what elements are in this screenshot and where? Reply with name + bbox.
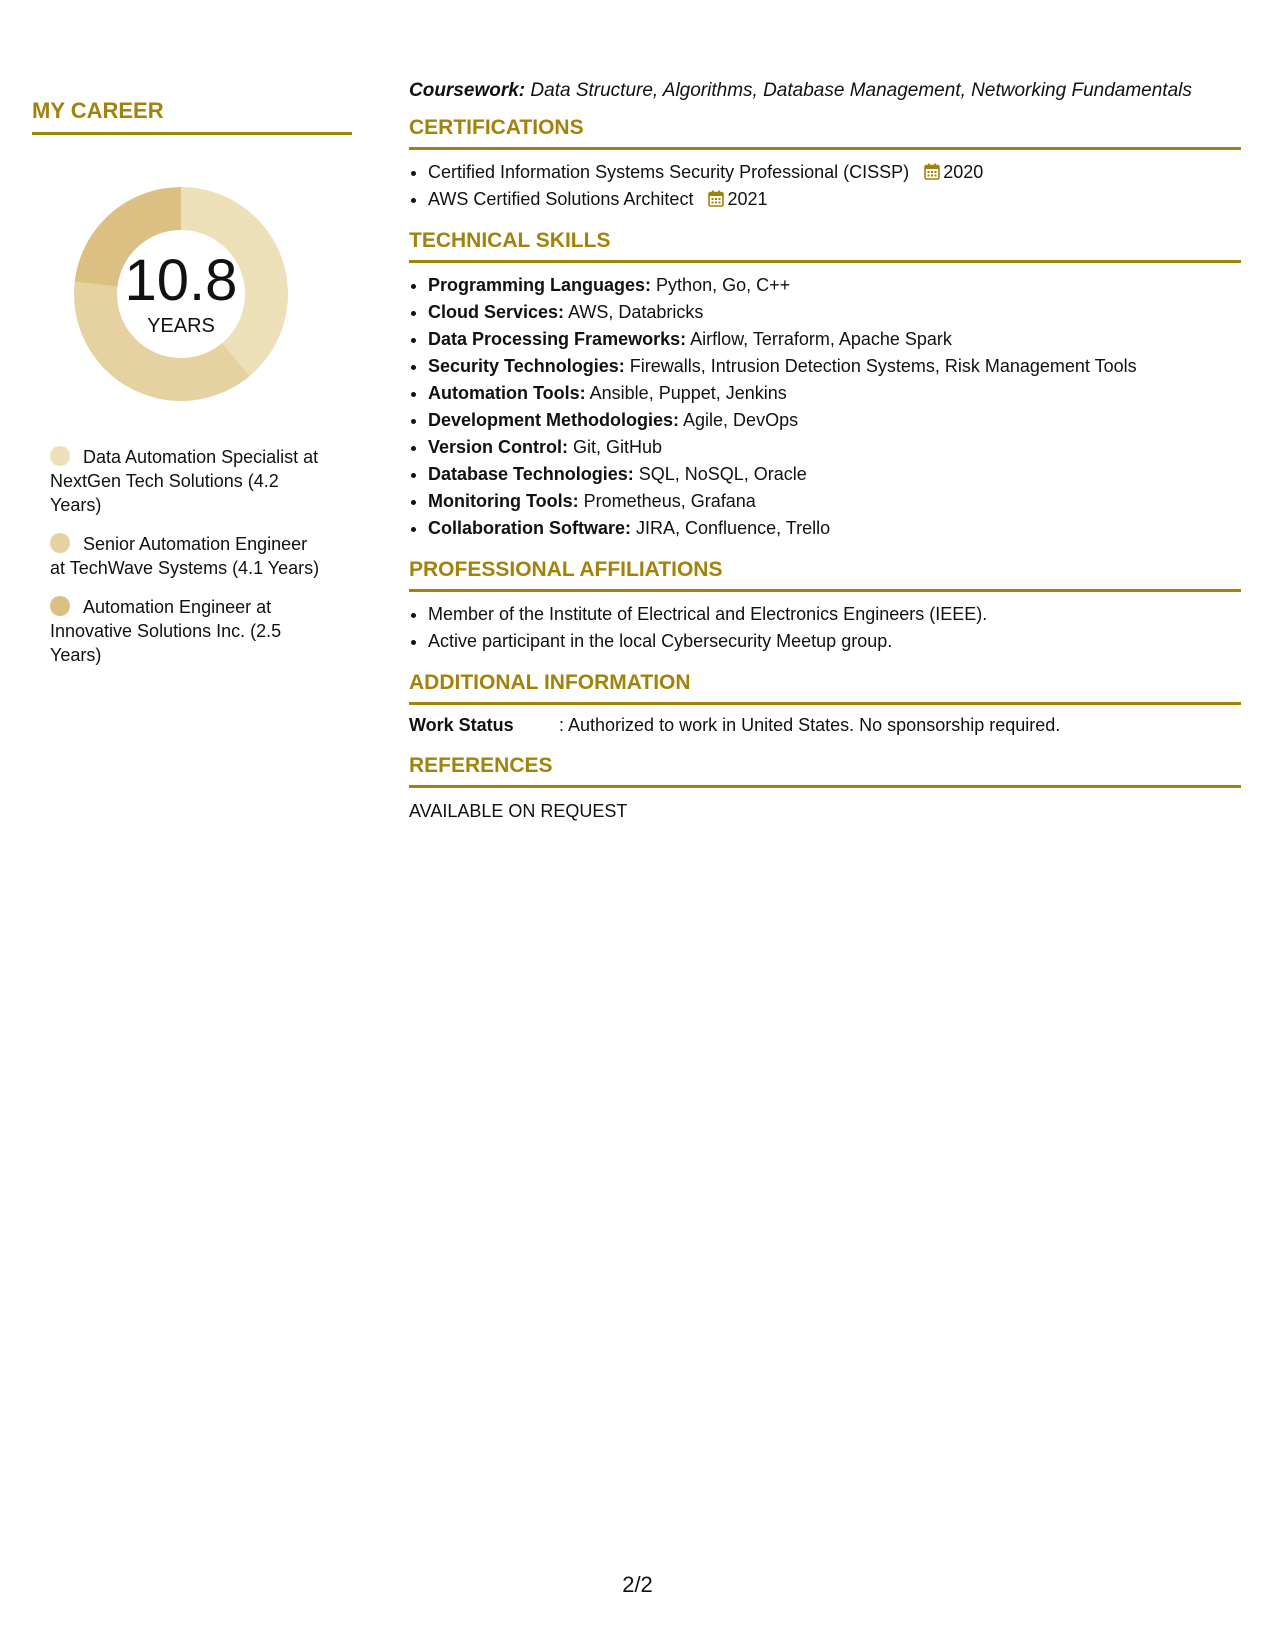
skill-item	[428, 488, 1241, 515]
total-years-unit: YEARS	[147, 315, 215, 337]
certification-year: 2021	[727, 189, 768, 209]
affiliations-title: PROFESSIONAL AFFILIATIONS	[409, 556, 1241, 592]
skill-item	[428, 272, 1241, 299]
calendar-icon	[924, 163, 940, 180]
certification-name: AWS Certified Solutions Architect	[428, 189, 694, 209]
legend-dot-icon	[50, 596, 70, 616]
certifications-list	[409, 159, 1241, 213]
affiliation-item: • Member of the Institute of Electrical and Electronics Engineers (IEEE).	[428, 601, 1241, 628]
certification-name: Certified Information Systems Security Professional (CISSP)	[428, 162, 910, 182]
additional-info-title: ADDITIONAL INFORMATION	[409, 669, 1241, 705]
skill-value: AWS, Databricks	[568, 302, 704, 322]
calendar-icon	[708, 190, 724, 207]
coursework-label: Coursework:	[409, 80, 526, 101]
skill-label: Database Technologies:	[428, 464, 634, 484]
skill-value: SQL, NoSQL, Oracle	[638, 464, 807, 484]
skill-value: Airflow, Terraform, Apache Spark	[690, 329, 952, 349]
skill-label: Collaboration Software:	[428, 518, 632, 538]
technical-skills-title: TECHNICAL SKILLS	[409, 227, 1241, 263]
certification-year: 2020	[943, 162, 984, 182]
legend-label: Data Automation Specialist at NextGen Tech Solutions (4.2 Years)	[50, 447, 319, 515]
legend-item	[50, 445, 320, 517]
skill-item	[428, 326, 1241, 353]
donut-center	[66, 179, 296, 409]
skill-label: Monitoring Tools:	[428, 491, 579, 511]
skill-value: Agile, DevOps	[683, 410, 799, 430]
skill-value: Prometheus, Grafana	[583, 491, 756, 511]
skill-item	[428, 407, 1241, 434]
legend-dot-icon	[50, 446, 70, 466]
work-status-label: Work Status	[409, 715, 514, 735]
legend-dot-icon	[50, 533, 70, 553]
career-heading: MY CAREER	[32, 96, 352, 135]
career-sidebar	[32, 96, 352, 682]
legend-item	[50, 595, 320, 667]
skill-item	[428, 461, 1241, 488]
skill-label: Development Methodologies:	[428, 410, 680, 430]
skill-item	[428, 299, 1241, 326]
legend-label: Automation Engineer at Innovative Solutions Inc. (2.5 Years)	[50, 597, 282, 665]
skill-value: JIRA, Confluence, Trello	[636, 518, 831, 538]
skill-item	[428, 434, 1241, 461]
skill-value: Python, Go, C++	[656, 275, 791, 295]
page-number: 2/2	[622, 1572, 653, 1597]
career-legend	[50, 445, 320, 667]
skill-label: Version Control:	[428, 437, 569, 457]
skill-value: Firewalls, Intrusion Detection Systems, Risk Management Tools	[629, 356, 1137, 376]
references-title: REFERENCES	[409, 752, 1241, 788]
references-text: AVAILABLE ON REQUEST	[409, 801, 628, 821]
affiliation-item: • Active participant in the local Cybersecurity Meetup group.	[428, 628, 1241, 655]
skill-value: Git, GitHub	[573, 437, 663, 457]
skill-item	[428, 380, 1241, 407]
legend-label: Senior Automation Engineer at TechWave Systems (4.1 Years)	[50, 534, 320, 578]
affiliations-list	[409, 601, 1241, 655]
skill-label: Automation Tools:	[428, 383, 586, 403]
skill-label: Security Technologies:	[428, 356, 625, 376]
skill-label: Data Processing Frameworks:	[428, 329, 687, 349]
coursework-text: Data Structure, Algorithms, Database Management, Networking Fundamentals	[530, 80, 1192, 101]
skill-item	[428, 515, 1241, 542]
skill-label: Cloud Services:	[428, 302, 565, 322]
total-years-value: 10.8	[124, 248, 238, 313]
coursework-line	[409, 78, 1241, 104]
legend-item	[50, 532, 320, 580]
technical-skills-list	[409, 272, 1241, 542]
skill-label: Programming Languages:	[428, 275, 652, 295]
work-status-value: : Authorized to work in United States. No sponsorship required.	[559, 715, 1061, 735]
main-content	[409, 78, 1241, 824]
career-donut-chart	[66, 179, 296, 409]
work-status-row	[409, 712, 1241, 738]
skill-item	[428, 353, 1241, 380]
certification-item	[428, 159, 1241, 186]
certification-item	[428, 186, 1241, 213]
skill-value: Ansible, Puppet, Jenkins	[589, 383, 787, 403]
certifications-title: CERTIFICATIONS	[409, 114, 1241, 150]
